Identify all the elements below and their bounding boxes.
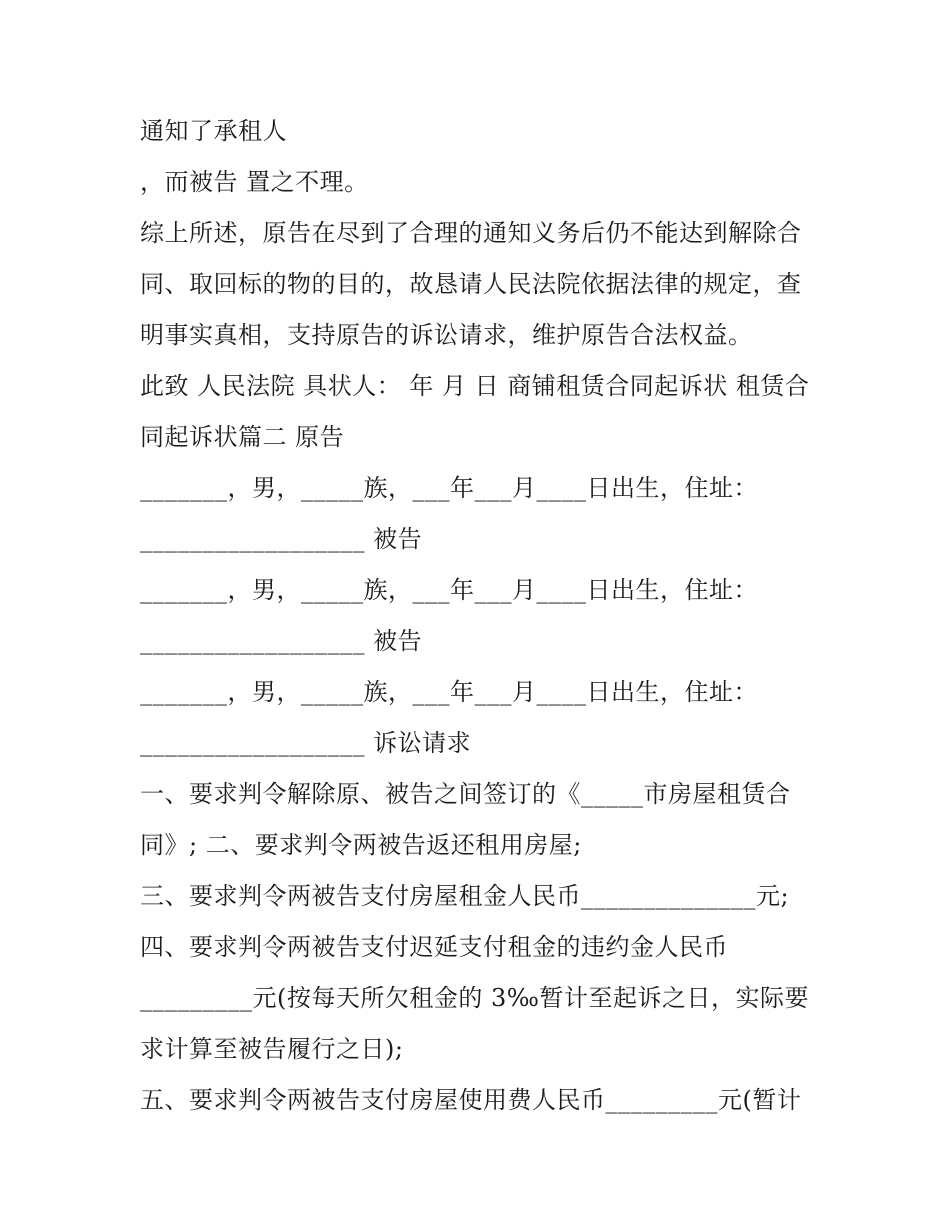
claim-item-4-end: 求计算至被告履行之日); <box>140 1035 404 1063</box>
text-line-4: 同、取回标的物的目的，故恳请人民法院依据法律的规定，查 <box>140 270 802 298</box>
claim-item-4-cont: _________元(按每天所欠租金的 3‰暂计至起诉之日，实际要 <box>140 984 809 1012</box>
plaintiff-info-line: _______，男，_____族，___年___月____日出生，住址： <box>140 474 758 502</box>
defendant-info-line-1: _______，男，_____族，___年___月____日出生，住址： <box>140 576 758 604</box>
text-line-6: 此致 人民法院 具状人： 年 月 日 商铺租赁合同起诉状 租赁合 <box>140 372 810 400</box>
document-body <box>140 106 820 1126</box>
text-line-2: ，而被告 置之不理。 <box>140 168 369 196</box>
text-line-5: 明事实真相，支持原告的诉讼请求，维护原告合法权益。 <box>140 321 753 349</box>
text-line-3: 综上所述，原告在尽到了合理的通知义务后仍不能达到解除合 <box>140 219 802 247</box>
claim-item-5: 五、要求判令两被告支付房屋使用费人民币_________元(暂计 <box>140 1086 802 1114</box>
text-line-9: __________________ 被告 <box>140 525 423 553</box>
text-line-11: __________________ 被告 <box>140 627 423 655</box>
text-line-13: __________________ 诉讼请求 <box>140 729 472 757</box>
claim-item-3: 三、要求判令两被告支付房屋租金人民币______________元; <box>140 882 790 910</box>
defendant-info-line-2: _______，男，_____族，___年___月____日出生，住址： <box>140 678 758 706</box>
claim-item-1: 一、要求判令解除原、被告之间签订的《_____市房屋租赁合 <box>140 780 791 808</box>
claim-item-4: 四、要求判令两被告支付迟延支付租金的违约金人民币 <box>140 933 728 961</box>
text-line-7: 同起诉状篇二 原告 <box>140 423 345 451</box>
claim-item-2: 同》; 二、要求判令两被告返还租用房屋; <box>140 831 582 859</box>
text-line-1: 通知了承租人 <box>140 117 287 145</box>
